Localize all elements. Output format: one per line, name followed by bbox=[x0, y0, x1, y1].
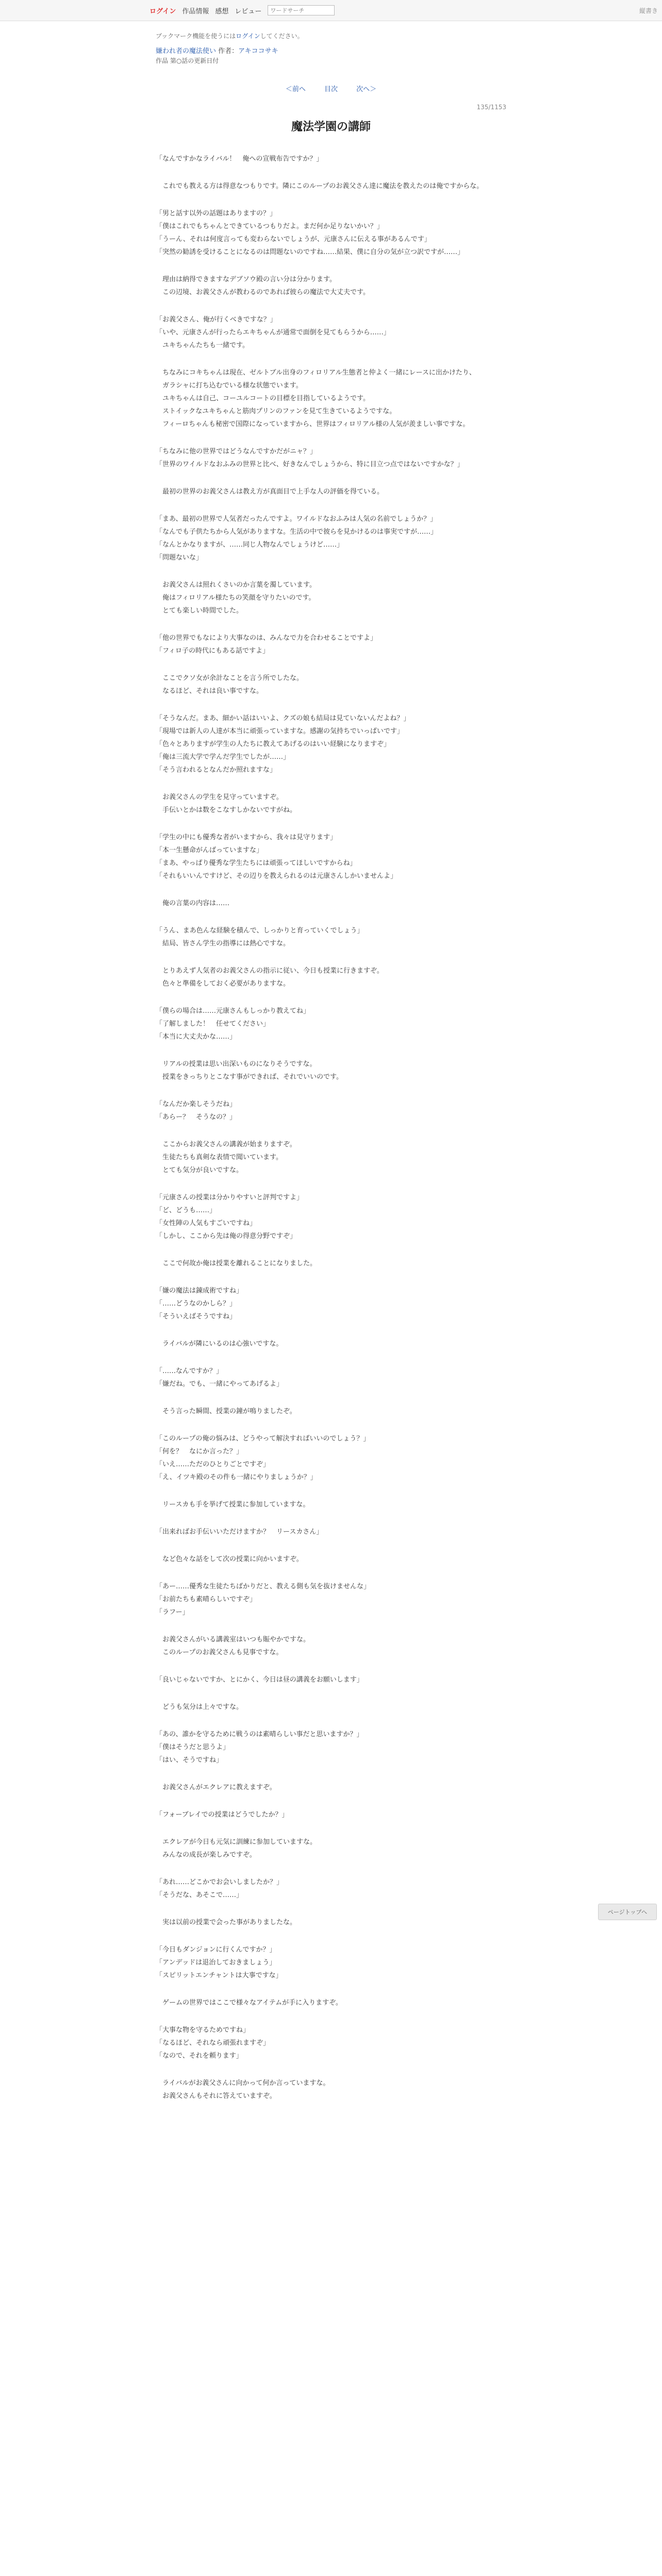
toc-link[interactable]: 目次 bbox=[324, 86, 338, 93]
paragraph-spacer bbox=[156, 657, 506, 672]
paragraph-spacer bbox=[156, 1350, 506, 1365]
story-paragraph: ゲームの世界ではここで様々なアイテムが手に入りますぞ。 bbox=[156, 1999, 342, 2007]
paragraph-spacer bbox=[156, 352, 506, 366]
paragraph-spacer bbox=[156, 1714, 506, 1728]
story-paragraph: 「それもいいんですけど、その辺りを教えられるのは元康さんしかいませんよ」 bbox=[156, 872, 398, 880]
paragraph-spacer bbox=[156, 1177, 506, 1191]
paragraph-spacer bbox=[156, 1794, 506, 1808]
story-paragraph: 「なんでも子供たちから人気がありますな。生活の中で彼らを見かけるのは事実ですが……」 bbox=[156, 528, 438, 536]
story-paragraph: フィーロちゃんも秘密で国際になっていますから、世界はフィロリアル様の人気が羨ましい事ですな。 bbox=[156, 420, 470, 428]
paragraph-spacer bbox=[156, 990, 506, 1005]
story-paragraph: この辺境、お義父さんが教わるのであれば彼らの魔法で大丈夫です。 bbox=[156, 289, 370, 296]
story-paragraph: 「ど、どうも……」 bbox=[156, 1207, 217, 1214]
paragraph-spacer bbox=[156, 1619, 506, 1633]
story-paragraph: 「現場では新人の人達が本当に頑張っていますな。感謝の気持ちでいっぱいです」 bbox=[156, 727, 404, 735]
story-paragraph: 「僕らの場合は……元康さんもしっかり教えてね」 bbox=[156, 1007, 310, 1015]
novel-meta: 作品 第○話の更新日付 bbox=[156, 57, 219, 64]
story-paragraph: 「ちなみに他の世界ではどうなんですかだがニャ？」 bbox=[156, 448, 317, 455]
story-paragraph: お義父さんは照れくさいのか言葉を濁しています。 bbox=[156, 581, 316, 589]
story-paragraph: 授業をきっちりとこなす事ができれば、それでいいのです。 bbox=[156, 1073, 343, 1081]
prev-chapter-link[interactable]: ＜前へ bbox=[285, 86, 306, 93]
nav-item-info[interactable]: 作品情報 bbox=[182, 7, 209, 15]
vertical-writing-link[interactable]: 縦書き bbox=[639, 7, 658, 14]
story-paragraph: 「……なんですか？」 bbox=[156, 1367, 223, 1375]
paragraph-spacer bbox=[156, 1686, 506, 1701]
story-paragraph: ライバルが隣にいるのは心強いですな。 bbox=[156, 1340, 283, 1348]
story-paragraph: ここでクソ女が余計なことを言う所でしたな。 bbox=[156, 674, 304, 682]
story-paragraph: 実は以前の授業で会った事がありましたな。 bbox=[156, 1919, 297, 1926]
story-paragraph: お義父さんがいる講義室はいつも賑やかですな。 bbox=[156, 1636, 310, 1643]
story-paragraph: 「お前たちも素晴らしいですぞ」 bbox=[156, 1596, 257, 1603]
story-paragraph: 「出来ればお手伝いいただけますか？ リースカさん」 bbox=[156, 1528, 323, 1536]
paragraph-spacer bbox=[156, 1538, 506, 1553]
story-paragraph: 「あれ……どこかでお会いしましたか？」 bbox=[156, 1878, 284, 1886]
story-paragraph: 「僕はそうだと思うよ」 bbox=[156, 1743, 230, 1751]
login-link[interactable]: ログイン bbox=[150, 7, 176, 15]
paragraph-spacer bbox=[156, 1767, 506, 1781]
novel-title[interactable] bbox=[156, 45, 506, 55]
paragraph-spacer bbox=[156, 1902, 506, 1916]
paragraph-spacer bbox=[156, 498, 506, 513]
story-paragraph: 「いや、元康さんが行ったらエキちゃんが通常で面倒を見てもらうから……」 bbox=[156, 329, 390, 336]
story-paragraph: 結局、皆さん学生の指導には熱心ですな。 bbox=[156, 940, 290, 947]
story-paragraph: ガラシャに打ち込むでいる様な状態でいます。 bbox=[156, 382, 303, 389]
paragraph-spacer bbox=[156, 193, 506, 207]
story-paragraph: 「了解しました！ 任せてください」 bbox=[156, 1020, 270, 1028]
story-paragraph: どうも気分は上々ですな。 bbox=[156, 1703, 243, 1711]
paragraph-spacer bbox=[156, 431, 506, 445]
paragraph-spacer bbox=[156, 2062, 506, 2077]
paragraph-spacer bbox=[156, 1124, 506, 1138]
paragraph-spacer bbox=[156, 617, 506, 632]
story-paragraph: 「本当に大丈夫かな……」 bbox=[156, 1033, 237, 1041]
paragraph-spacer bbox=[156, 1270, 506, 1284]
main-content bbox=[156, 21, 506, 2103]
paragraph-spacer bbox=[156, 1861, 506, 1876]
story-paragraph: 「なので、それを頼ります」 bbox=[156, 2052, 243, 2060]
nav-item-review[interactable]: レビュー bbox=[235, 7, 262, 15]
story-paragraph: なるほど、それは良い事ですな。 bbox=[156, 687, 263, 695]
paragraph-spacer bbox=[156, 1243, 506, 1257]
story-paragraph: 「なんですかなライバル！ 俺への宣戦布告ですか？」 bbox=[156, 155, 323, 163]
paragraph-spacer bbox=[156, 471, 506, 485]
story-paragraph: 「あらー？ そうなの？」 bbox=[156, 1113, 237, 1121]
paragraph-spacer bbox=[156, 165, 506, 180]
story-paragraph: 「なるほど、それなら頑張れますぞ」 bbox=[156, 2039, 270, 2047]
story-paragraph: 「他の世界でもなにより大事なのは、みんなで力を合わせることですよ」 bbox=[156, 634, 377, 642]
story-paragraph: 「はい、そうですね」 bbox=[156, 1756, 223, 1764]
notice-before: ブックマーク機能を使うには bbox=[156, 32, 236, 40]
paragraph-spacer bbox=[156, 1659, 506, 1673]
story-paragraph: 「そう言われるとなんだか照れますな」 bbox=[156, 766, 277, 774]
site-header bbox=[0, 0, 662, 21]
nav-item-impressions[interactable]: 感想 bbox=[215, 7, 229, 15]
story-paragraph: 「まあ、最初の世界で人気者だったんですよ。ワイルドなおふみは人気の名前でしょうか？」 bbox=[156, 515, 437, 523]
story-paragraph: 「なんとかなりますが、……同じ人物なんでしょうけど……」 bbox=[156, 541, 344, 549]
story-paragraph: 「いえ……ただのひとりごとですぞ」 bbox=[156, 1461, 270, 1468]
paragraph-spacer bbox=[156, 910, 506, 924]
story-paragraph: 「お義父さん、俺が行くべきですな？」 bbox=[156, 316, 277, 324]
story-paragraph: 「俺は三流大学で学んだ学生でしたが……」 bbox=[156, 753, 290, 761]
author-label: 作者： bbox=[218, 47, 239, 55]
chapter-number: 135/1153 bbox=[476, 104, 506, 111]
story-paragraph: そう言った瞬間、授業の鐘が鳴りましたぞ。 bbox=[156, 1408, 296, 1415]
paragraph-spacer bbox=[156, 776, 506, 791]
next-chapter-link[interactable]: 次へ＞ bbox=[356, 86, 377, 93]
story-paragraph: とても楽しい時間でした。 bbox=[156, 607, 243, 615]
paragraph-spacer bbox=[156, 1323, 506, 1337]
notice-login-link[interactable]: ログイン bbox=[236, 32, 260, 40]
story-paragraph: 「嫌の魔法は錬成術ですね」 bbox=[156, 1287, 243, 1295]
story-paragraph: みんなの成長が楽しみですぞ。 bbox=[156, 1851, 256, 1859]
story-paragraph: 「……どうなのかしら？」 bbox=[156, 1300, 237, 1308]
story-paragraph: ちなみにコキちゃんは現在、ゼルトブル出身のフィロリアル生態者と仲よく一緒にレースに出かけたり、 bbox=[156, 369, 476, 377]
story-paragraph: ユキちゃんたちも一緒です。 bbox=[156, 342, 249, 349]
paragraph-spacer bbox=[156, 1566, 506, 1580]
story-paragraph: 「なんだか楽しそうだね」 bbox=[156, 1100, 237, 1108]
paragraph-spacer bbox=[156, 299, 506, 313]
story-paragraph: 「フィロ子の時代にもある話ですよ」 bbox=[156, 647, 269, 655]
story-paragraph: これでも教える方は得意なつもりです。隣にこのループのお義父さん達に魔法を教えたのは俺ですからな。 bbox=[156, 182, 484, 190]
story-paragraph: 「フォーブレイでの授業はどうでしたか？」 bbox=[156, 1811, 289, 1819]
story-paragraph: とても気分が良いですな。 bbox=[156, 1166, 243, 1174]
story-paragraph: 「女性陣の人気もすごいですね」 bbox=[156, 1219, 257, 1227]
story-paragraph: 「スピリットエンチャントは大事ですな」 bbox=[156, 1972, 283, 1979]
story-paragraph: リアルの授業は思い出深いものになりそうですな。 bbox=[156, 1060, 317, 1068]
paragraph-spacer bbox=[156, 1821, 506, 1836]
page-top-button[interactable]: ページトップへ bbox=[598, 1904, 657, 1920]
paragraph-spacer bbox=[156, 564, 506, 579]
story-paragraph: 「世界のワイルドなおふみの世界と比べ、好きなんでしょうから、特に目立つ点ではないですかな？」 bbox=[156, 461, 464, 468]
story-paragraph: 「大事な物を守るためですね」 bbox=[156, 2026, 250, 2034]
paragraph-spacer bbox=[156, 2009, 506, 2024]
paragraph-spacer bbox=[156, 1043, 506, 1058]
story-paragraph: ライバルがお義父さんに向かって何か言っていますな。 bbox=[156, 2079, 330, 2087]
story-paragraph: 「良いじゃないですか、とにかく、今日は昼の講義をお願いします」 bbox=[156, 1676, 363, 1684]
paragraph-spacer bbox=[156, 1484, 506, 1498]
story-paragraph: 生徒たちも真剣な表情で聞いています。 bbox=[156, 1154, 283, 1161]
paragraph-spacer bbox=[156, 259, 506, 273]
story-paragraph: 「うん、まあ色んな経験を積んで、しっかりと育っていくでしょう」 bbox=[156, 927, 364, 935]
notice-after: してください。 bbox=[260, 32, 304, 40]
novel-title-text[interactable]: 嫌われ者の魔法使い bbox=[156, 47, 217, 55]
paragraph-spacer bbox=[156, 1929, 506, 1943]
story-paragraph: ここからお義父さんの講義が始まりますぞ。 bbox=[156, 1141, 296, 1148]
story-paragraph: このループのお義父さんも見事ですな。 bbox=[156, 1649, 283, 1656]
story-paragraph: 「そうなんだ。まあ、細かい話はいいよ、クズの娘も結局は見ていないんだよね？」 bbox=[156, 715, 410, 722]
story-paragraph: 「しかし、ここから先は俺の得意分野ですぞ」 bbox=[156, 1232, 297, 1240]
story-paragraph: 「あー……優秀な生徒たちばかりだと、教える側も気を抜けませんな」 bbox=[156, 1583, 371, 1590]
story-paragraph: 「色々とありますが学生の人たちに教えてあげるのはいい経験になりますぞ」 bbox=[156, 740, 391, 748]
story-paragraph: 「学生の中にも優秀な者がいますから、我々は見守ります」 bbox=[156, 834, 337, 841]
story-paragraph: 「アンデッドは退治しておきましょう」 bbox=[156, 1959, 276, 1967]
story-paragraph: 「元康さんの授業は分かりやすいと評判ですよ」 bbox=[156, 1194, 304, 1201]
story-paragraph: 「嫌だね。でも、一緒にやってあげるよ」 bbox=[156, 1380, 284, 1388]
story-paragraph: 「まあ、やっぱり優秀な学生たちには頑張ってほしいですからね」 bbox=[156, 859, 357, 867]
story-paragraph: とりあえず人気者のお義父さんの指示に従い、今日も授業に行きますぞ。 bbox=[156, 967, 384, 975]
chapter-pager bbox=[156, 83, 506, 93]
bookmark-notice bbox=[156, 31, 506, 40]
story-paragraph: 手伝いとかは数をこなすしかないですがね。 bbox=[156, 806, 297, 814]
story-paragraph: 「そういえばそうですね」 bbox=[156, 1313, 237, 1320]
story-paragraph: 「男と話す以外の話題はありますの？」 bbox=[156, 210, 277, 217]
story-paragraph: 「僕はこれでもちゃんとできているつもりだよ。まだ何か足りないかい？」 bbox=[156, 223, 384, 230]
paragraph-spacer bbox=[156, 1391, 506, 1405]
story-paragraph: ユキちゃんは自己、コーユルコートの目標を目指しているようです。 bbox=[156, 395, 370, 402]
story-paragraph: 「ラフー」 bbox=[156, 1608, 189, 1616]
story-paragraph: リースカも手を挙げて授業に参加していますな。 bbox=[156, 1501, 310, 1509]
paragraph-spacer bbox=[156, 698, 506, 712]
story-paragraph: エクレアが今日も元気に訓練に参加していますな。 bbox=[156, 1838, 317, 1846]
story-paragraph: など色々な話をして次の授業に向かいますぞ。 bbox=[156, 1555, 303, 1563]
story-paragraph: 俺はフィロリアル様たちの笑顔を守りたいのです。 bbox=[156, 594, 316, 602]
story-paragraph: 「突然の勧誘を受けることになるのは問題ないのですね……結果、僕に自分の気が立つ訳ですが……」 bbox=[156, 248, 465, 256]
paragraph-spacer bbox=[156, 950, 506, 964]
paragraph-spacer bbox=[156, 1083, 506, 1098]
story-paragraph: お義父さんがエクレアに教えますぞ。 bbox=[156, 1784, 276, 1791]
story-paragraph: 「あの、誰かを守るために戦うのは素晴らしい事だと思いますか？」 bbox=[156, 1731, 363, 1738]
story-paragraph: お義父さんの学生を見守っていますぞ。 bbox=[156, 793, 283, 801]
story-paragraph: 最初の世界のお義父さんは教え方が真面目で上手な人の評価を得ている。 bbox=[156, 488, 384, 496]
story-paragraph: 「そうだな、あそこで……」 bbox=[156, 1891, 243, 1899]
story-paragraph: 「このループの俺の悩みは、どうやって解決すればいいのでしょう？」 bbox=[156, 1435, 370, 1443]
story-paragraph: ストイックなユキちゃんと筋肉プリンのファンを見て生きているようですな。 bbox=[156, 408, 396, 415]
story-paragraph: 「問題ないな」 bbox=[156, 554, 203, 562]
story-paragraph: 「何を？ なにか言った？」 bbox=[156, 1448, 243, 1455]
paragraph-spacer bbox=[156, 883, 506, 897]
story-paragraph: ここで何故か俺は授業を離れることになりました。 bbox=[156, 1260, 317, 1267]
story-paragraph: 「うーん、それは何度言っても変わらないでしょうが、元康さんに伝える事があるんです」 bbox=[156, 235, 431, 243]
story-paragraph: 色々と準備をしておく必要がありますな。 bbox=[156, 980, 290, 988]
search-input[interactable] bbox=[268, 5, 335, 15]
story-paragraph: 俺の言葉の内容は…… bbox=[156, 900, 230, 907]
chapter-title: 魔法学園の講師 bbox=[291, 121, 371, 133]
header-nav bbox=[150, 5, 335, 15]
author-link[interactable]: アキココサキ bbox=[238, 47, 278, 55]
paragraph-spacer bbox=[156, 1511, 506, 1526]
paragraph-spacer bbox=[156, 1982, 506, 1996]
paragraph-spacer bbox=[156, 817, 506, 831]
paragraph-spacer bbox=[156, 1418, 506, 1432]
story-paragraph: 「今日もダンジョンに行くんですか？」 bbox=[156, 1946, 276, 1954]
story-paragraph: 「え、イツキ殿のその件も一緒にやりましょうか？」 bbox=[156, 1473, 317, 1481]
chapter-body bbox=[156, 152, 506, 2103]
story-paragraph: お義父さんもそれに答えていますぞ。 bbox=[156, 2092, 276, 2100]
story-paragraph: 「本一生懸命がんばっていますな」 bbox=[156, 846, 263, 854]
story-paragraph: 理由は納得できますなデブソウ殿の言い分は分かります。 bbox=[156, 276, 336, 283]
